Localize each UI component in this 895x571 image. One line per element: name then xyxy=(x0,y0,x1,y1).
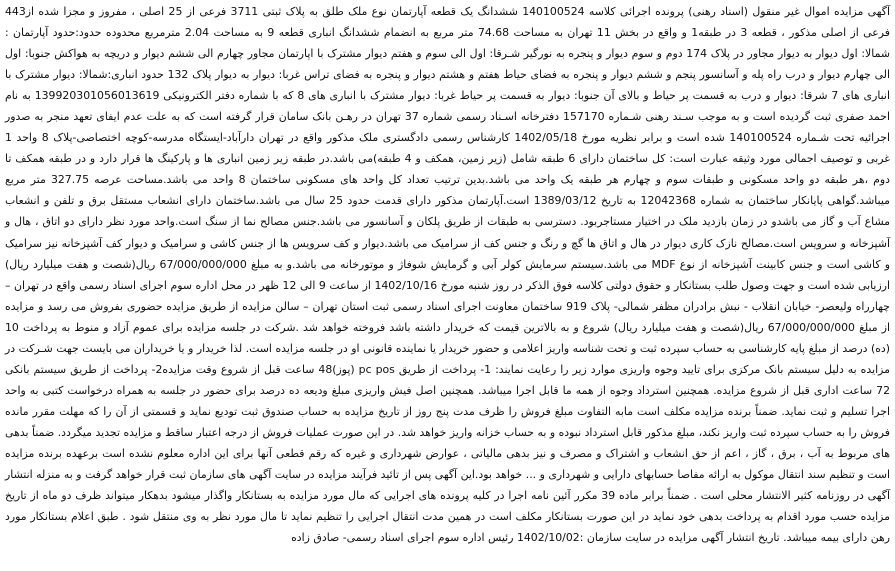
auction-notice-body: آگهی مزایده اموال غیر منقول (اسناد رهنی) پرونده اجرائی کلاسه 140100524 ششدانگ یک قطعه آپارتمان نوع ملک طلق به پلاک ثبتی 3711 فرعی از 25 اصلی ، مفروز و مجزا شده از443 فرعی از اصلی مذکور ، قطعه 3 در طبقه1 و واقع در بخش 11 تهران به مساحت 74.68 متر مربع به انضمام ششدانگ انباری قطعه 9 به مساحت 2.04 مترمربع محدوده حدود:حدود آپارتمان : شمالا: اول دیوار به دیوار مجاور در پلاک 174 دوم و سوم دیوار و پنجره به نورگیر شـرقا: اول الی سوم و هفتم دیوار مشترک با اپارتمان مجاور چهارم الی ششم دیوار و دریچه به هواکش جنوبا: اول الی چهارم دیوار و درب راه پله و آسانسور پنجم و ششم دیوار و پنجره به فضای حیاط هفتم و هشتم دیوار و پنجره به فضای تراس غربا: دیوار به دیوار پلاک 132 حدود انباری:شمالا: دیوار مشترک با انباری های 7 شرقا: دیوار و درب به قسمت پر حیاط و بالای آن جنوبا: دیوار به قسمت پر حیاط غربا: دیوار مشترک با انباری های 8 که با شماره دفتر الکترونیکی 139920301056013619 به نام احمد صفری ثبت گردیده است و به موجب سـند رهنی شـماره 157170 دفترخانه اسـناد رسمی شماره 37 تهران در رهـن بانک سامان قرار گرفته است که به علت عدم ایفای تعهد منجر به صدور اجرائیه تحت شـماره 140100524 شده است و برابر نظریه مورخ 1402/05/18 کارشناس رسمی دادگستری ملک مذکور واقع در تهران دارآباد-ایستگاه مدرسه-کوچه اختصاصی-پلاک 8 واحد 1 غربی و توصیف اجمالی مورد وثیقه عبارت است: کل ساختمان دارای 6 طبقه شامل (زیر زمین، همکف و 4 طبقه)می باشد.در طبقه زیر زمین انباری ها و پارکینگ ها قرار دارد و در طبقه همکف تا دوم ،هر طبقه دو واحد مسکونی و طبقات سوم و چهارم هر طبقه یک واحد می باشد.بدین ترتیب تعداد کل واحد های مسکونی ساختمان 8 واحد می باشد.مساحت عرصه 327.75 متر مربع میباشد.گواهی پایانکار ساختمان به شماره 12042368 به تاریخ 1389/03/12 است.آپارتمان مذکور دارای قدمت حدود 25 سال می باشد.ساختمان دارای انشعاب مستقل برق و تلفن و انشعاب مشاع آب و گاز می باشدو در زمان بازدید ملک در اختیار مستاجربود. دسترسی به طبقات از طریق پلکان و آسانسور می باشد.جنس مصالح نما از سنگ است.واحد مورد نظر دارای دو اتاق ، هال و آشپزخانه و سرویس است.مصالح نازک کاری دیوار در هال و اتاق ها گچ و رنگ و جنس کف از سرامیک می باشد.دیوار و کف سرویس ها از جنس کاشی و سرامیک و دیوار کف آشپزخانه نیز سرامیک و کاشی است و جنس کابینت آشپزخانه از نوع MDF می باشد.سیستم سرمایش کولر آبی و گرمایش شوفاژ و موتورخانه می باشد.و به مبلغ 67/000/000/000 ریال(شصت و هفت میلیارد ریال) ارزیابی شده است و جهت وصول طلب بستانکار و حقوق دولتی کلاسه فوق الذکر در روز شنبه مورخ 1402/10/16 از ساعت 9 الی 12 ظهر در محل اداره سوم اجرای اسناد رسمی واقع در تهران – چهارراه ولیعصر- خیابان انقلاب - نبش برادران مظفر شمالی- پلاک 919 ساختمان معاونت اجرای اسناد رسمی ثبت استان تهران – سالن مزایده از طریق مزایده حضوری بفروش می رسد و مزایده از مبلغ 67/000/000/000 ریال(شصت و هفت میلیارد ریال) شروع و به بالاترین قیمت که خریدار داشته باشد فروخته خواهد شد .شرکت در جلسه مزایده برای عموم آزاد و منوط به پرداخت 10 (ده) درصد از مبلغ پایه کارشناسی به حساب سپرده ثبت و تحت شناسه واریز اعلامی و حضور خریدار یا نماینده قانونی او در جلسه مزایده است. لذا خریدار و یا خریداران می بایست جهت شـرکت در مزایده به دلیل سیستم بانک مرکزی برای تایید وجوه واریزی موارد زیر را رعایت نمایند: 1- پرداخت از طریق pc pos (پوز)48 ساعت قبل از شروع وقت مزایده2- پرداخت از طریق سیستم بانکی 72 ساعت اداری قبل از شروع مزایده. همچنین استرداد وجوه از همه ما قابل اجرا میباشد. همچنین اصل فیش واریزی مبلغ ودیعه ده درصد برای حضور در جلسه به همراه درخواست کتبی به واحد اجرا تسلیم و ثبت نماید. ضمناً برنده مزایده مکلف است مابه التفاوت مبلغ فروش را ظرف مدت پنج روز از تاریخ مزایده به حساب صندوق ثبت تودیع نماید و قسمتی از آن را که مهلت مقرر مانده فروش را به حساب سپرده ثبت واریز نکند، مبلغ مذکور قابل استرداد نبوده و به حساب خزانه واریز خواهد شد. در این صورت عملیات فروش از درجه اعتبار ساقط و مزایده تجدید میگردد. ضمناً بدهی های مربوط به آب ، برق ، گاز ، اعم از حق انشعاب و اشتراک و مصرف و نیز بدهی مالیاتی ، عوارض شهرداری و غیره که رقم قطعی آنها برای این اداره معلوم نشده است برعهده برنده مزایده است و تنظیم سند انتقال موکول به ارائه مفاصا حسابهای دارایی و شهرداری و ... خواهد بود.این آگهی پس از تائید فرآیند مزایده در سایت آگهی های سازمان ثبت قرار خواهد گرفت و به منزله انتشار آگهی در روزنامه کثیر الانتشار محلی است . ضمناً برابر ماده 39 مکرر آئین نامه اجرا در کلیه پرونده های اجرایی که مال مورد مزایده به بستانکار واگذار میشود بدهکار میتواند ظرف دو ماه از تاریخ مزایده حسب مورد اقدام به پرداخت بدهی خود نماید در این صورت بستانکار مکلف است در همین مدت انتقال اجرایی را تنظیم نماید تا مال مورد نظر به وی منتقل شود . طبق اعلام بستانکار مورد رهن دارای بیمه میباشد. تاریخ انتشار آگهی مزایده در سایت سازمان :1402/10/02 رئیس اداره سوم اجرای اسناد رسمی- صادق زاده xyxy=(5,5,890,545)
